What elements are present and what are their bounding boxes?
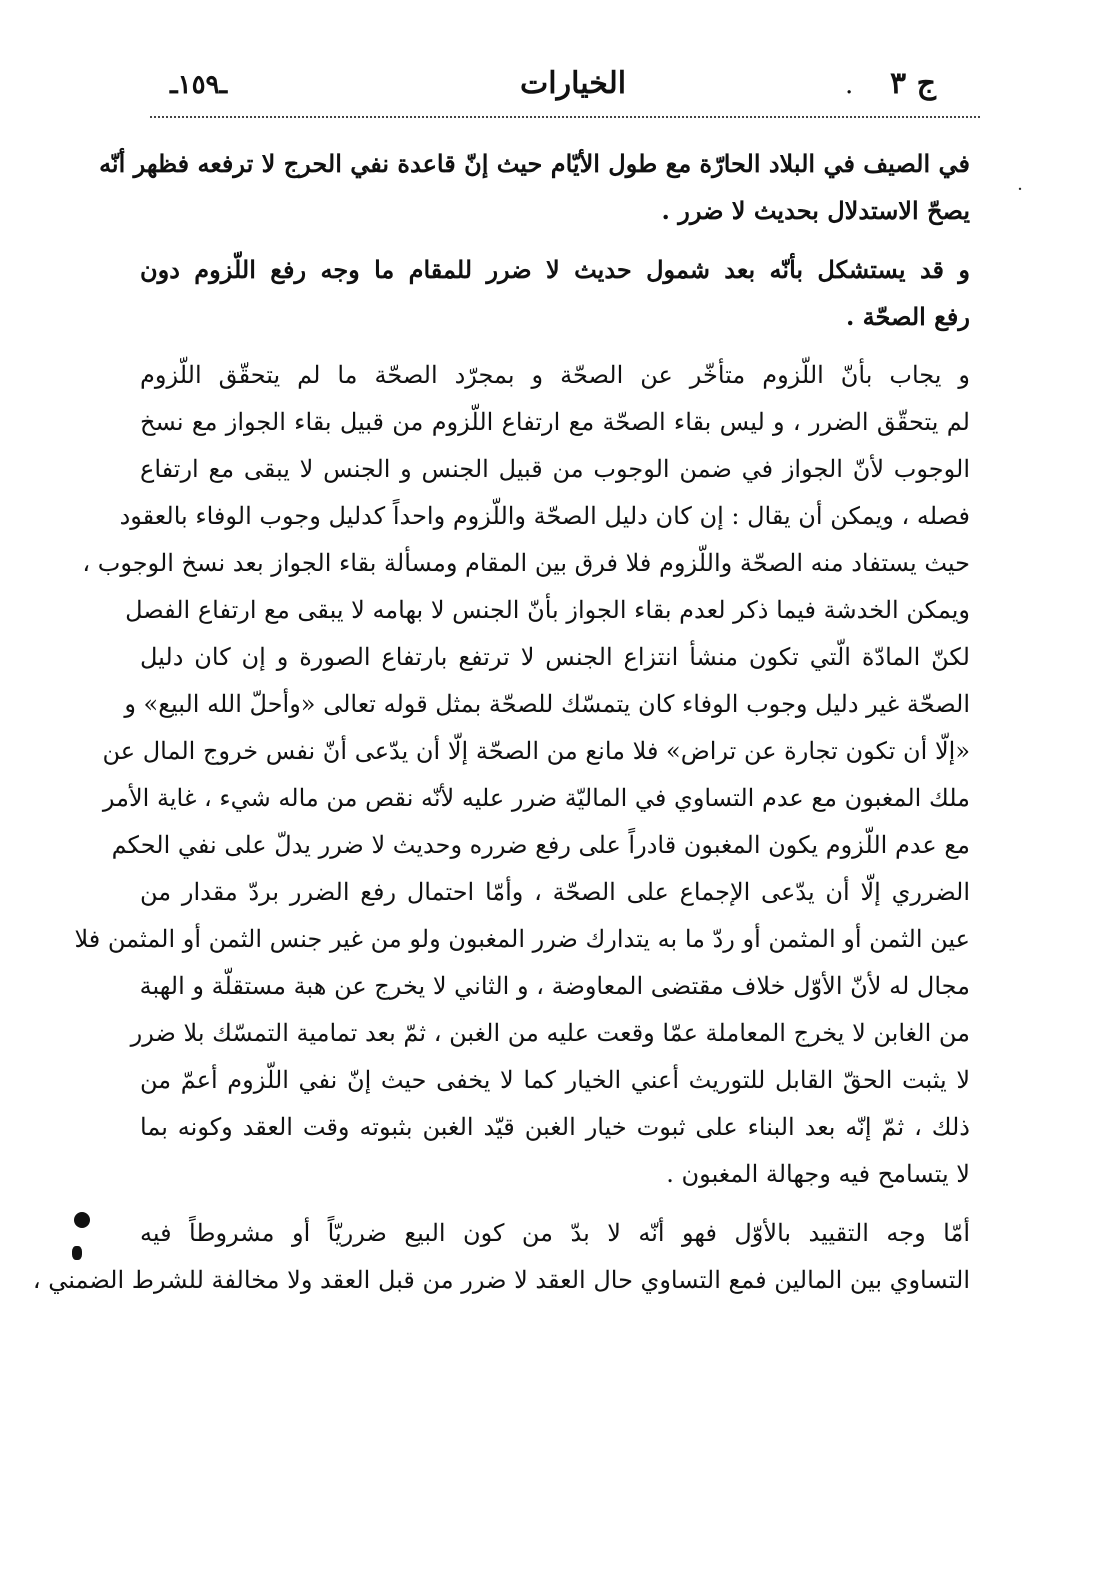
chapter-title: الخيارات xyxy=(520,66,627,101)
text-line: لا يثبت الحقّ القابل للتوريث أعني الخيار كما لا يخفى حيث إنّ نفي اللّزوم أعمّ من xyxy=(140,1066,971,1094)
text-line: في الصيف في البلاد الحارّة مع طول الأيّام حيث إنّ قاعدة نفي الحرج لا ترفعه فظهر أنّه xyxy=(99,149,970,178)
text-line: حيث يستفاد منه الصحّة واللّزوم فلا فرق بين المقام ومسألة بقاء الجواز بعد نسخ الوجوب ، xyxy=(82,549,970,577)
page-body xyxy=(32,140,971,1304)
text-line: رفع الصحّة . xyxy=(845,302,970,331)
text-line: لم يتحقّق الضرر ، و ليس بقاء الصحّة مع ارتفاع اللّزوم من قبيل بقاء الجواز مع نسخ xyxy=(140,408,970,436)
text-line: فصله ، ويمكن أن يقال : إن كان دليل الصحّة واللّزوم واحداً كدليل وجوب الوفاء بالعقود xyxy=(119,502,970,530)
text-line: ويمكن الخدشة فيما ذكر لعدم بقاء الجواز بأنّ الجنس لا بهامه لا يبقى مع ارتفاع الفصل xyxy=(125,596,970,624)
text-line: التساوي بين المالين فمع التساوي حال العقد لا ضرر من قبل العقد ولا مخالفة للشرط الضمني ، xyxy=(32,1266,970,1294)
text-line: لكنّ المادّة الّتي تكون منشأ انتزاع الجنس لا ترتفع بارتفاع الصورة و إن كان دليل xyxy=(140,643,970,671)
volume-number: ج ٣ xyxy=(890,66,936,101)
page-header xyxy=(150,62,970,112)
text-line: الضرري إلّا أن يدّعى الإجماع على الصحّة ، وأمّا احتمال رفع الضرر بردّ مقدار من xyxy=(140,878,970,906)
text-line: أمّا وجه التقييد بالأوّل فهو أنّه لا بدّ من كون البيع ضرريّاً أو مشروطاً فيه xyxy=(140,1219,970,1247)
ink-blot xyxy=(74,1212,90,1228)
text-line: من الغابن لا يخرج المعاملة عمّا وقعت عليه من الغبن ، ثمّ بعد تمامية التمسّك بلا ضرر xyxy=(130,1019,970,1047)
text-line: يصحّ الاستدلال بحديث لا ضرر . xyxy=(661,196,970,225)
text-line: لا يتسامح فيه وجهالة المغبون . xyxy=(666,1160,970,1188)
text-line: مجال له لأنّ الأوّل خلاف مقتضى المعاوضة ، و الثاني لا يخرج عن هبة مستقلّة و الهبة xyxy=(139,972,970,1000)
header-divider xyxy=(150,116,980,118)
header-separator: . xyxy=(845,70,854,100)
text-line: ملك المغبون مع عدم التساوي في الماليّة ضرر عليه لأنّه نقص من ماله شيء ، غاية الأمر xyxy=(102,784,970,812)
text-line: و يجاب بأنّ اللّزوم متأخّر عن الصحّة و بمجرّد الصحّة ما لم يتحقّق اللّزوم xyxy=(140,361,970,389)
text-line: الوجوب لأنّ الجواز في ضمن الوجوب من قبيل الجنس و الجنس لا يبقى مع ارتفاع xyxy=(140,455,970,483)
text-line: ذلك ، ثمّ إنّه بعد البناء على ثبوت خيار الغبن قيّد الغبن بثبوته وقت العقد وكونه بما xyxy=(140,1113,970,1141)
text-line: الصحّة غير دليل وجوب الوفاء كان يتمسّك للصحّة بمثل قوله تعالى «وأحلّ الله البيع» و xyxy=(124,690,970,718)
page-number: ـ١٥٩ـ xyxy=(170,70,228,100)
text-line: «إلّا أن تكون تجارة عن تراض» فلا مانع من الصحّة إلّا أن يدّعى أنّ نفس خروج المال عن xyxy=(102,737,970,765)
text-line: مع عدم اللّزوم يكون المغبون قادراً على رفع ضرره وحديث لا ضرر يدلّ على نفي الحكم xyxy=(111,831,970,859)
text-line: و قد يستشكل بأنّه بعد شمول حديث لا ضرر للمقام ما وجه رفع اللّزوم دون xyxy=(140,255,970,284)
text-line: عين الثمن أو المثمن أو ردّ ما به يتدارك ضرر المغبون ولو من غير جنس الثمن أو المثمن فلا xyxy=(74,925,970,953)
